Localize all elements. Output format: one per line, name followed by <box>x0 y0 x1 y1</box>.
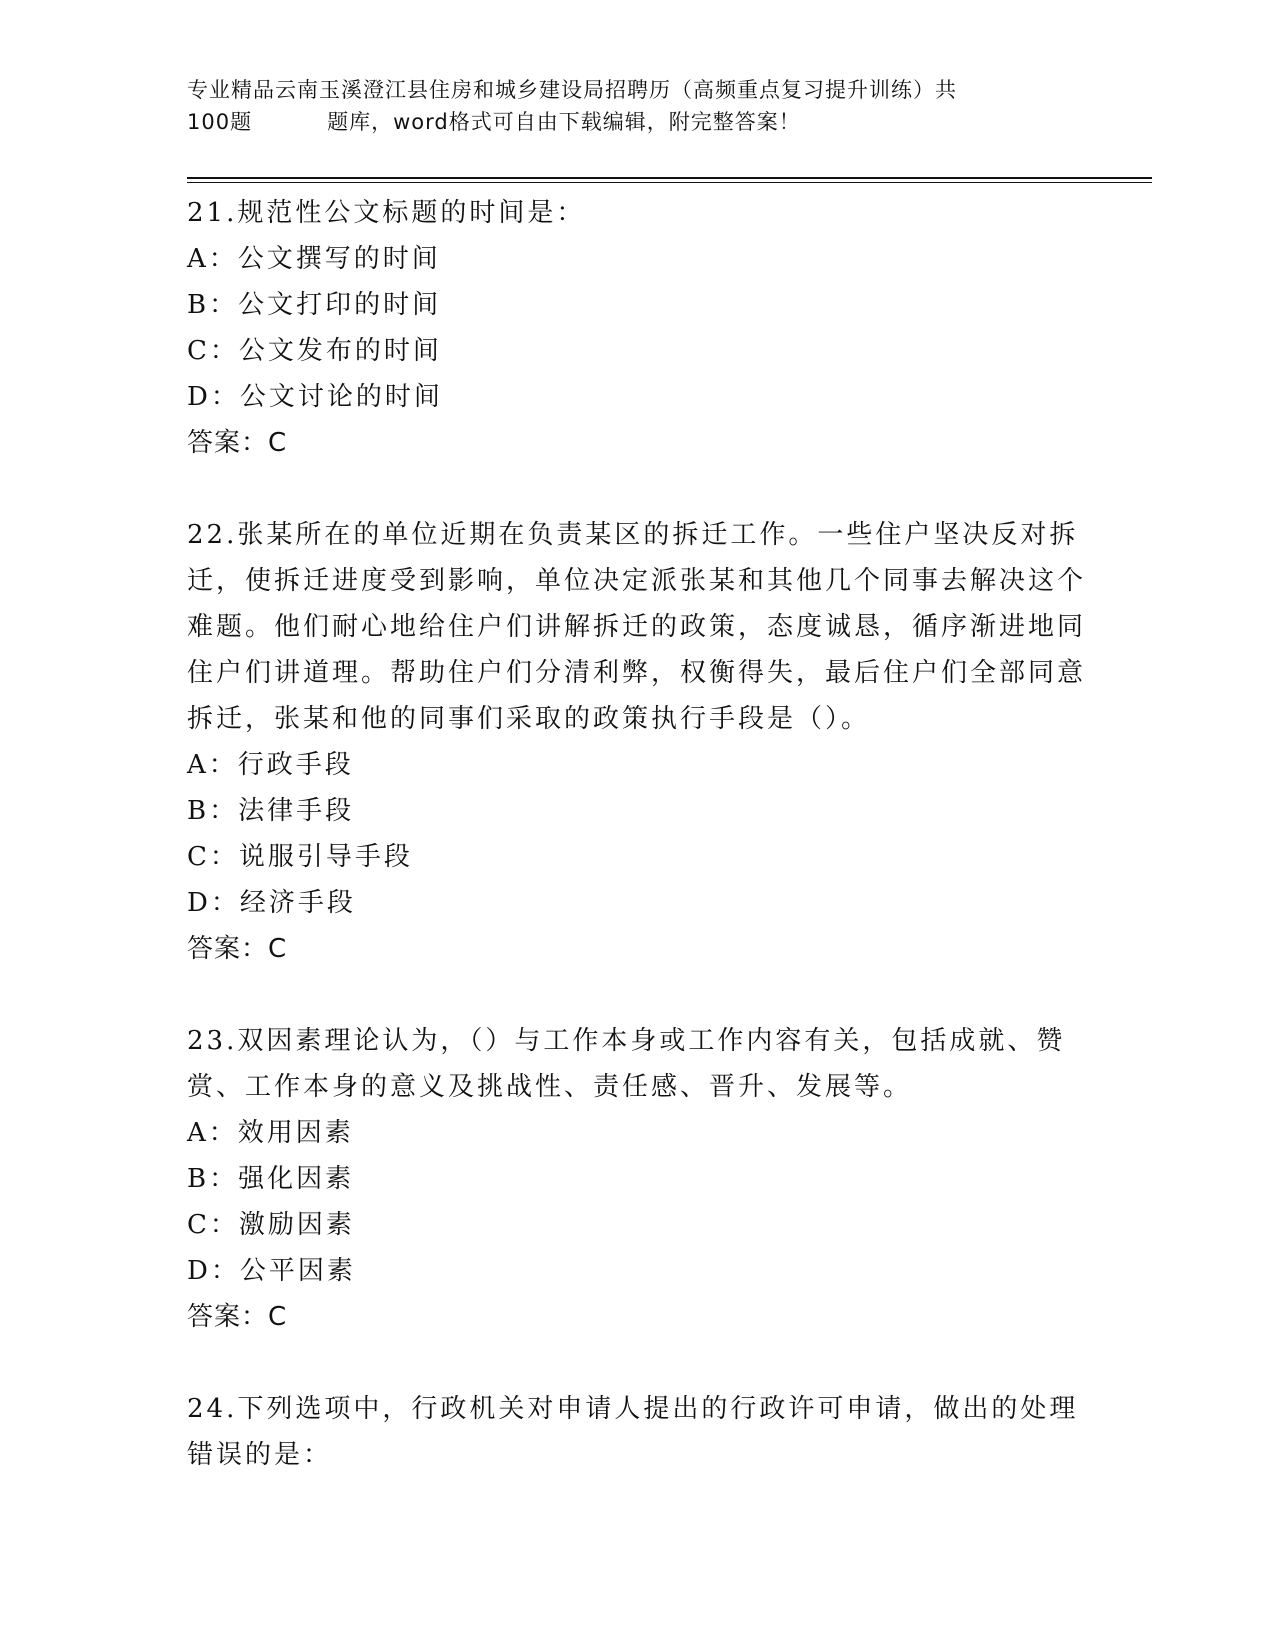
option-d: D：公文讨论的时间 <box>187 382 443 412</box>
answer-line: 答案：C <box>187 428 288 458</box>
header-line-1: 专业精品云南玉溪澄江县住房和城乡建设局招聘历（高频重点复习提升训练）共 <box>187 78 957 102</box>
option-c: C：激励因素 <box>187 1210 355 1240</box>
answer-line: 答案：C <box>187 1302 288 1332</box>
option-a: A：公文撰写的时间 <box>187 244 441 274</box>
question-stem: 22.张某所在的单位近期在负责某区的拆迁工作。一些住户坚决反对拆迁，使拆迁进度受到影响，单位决定派张某和其他几个同事去解决这个难题。他们耐心地给住户们讲解拆迁的政策，态度诚恳，循序渐进地同住户们讲道理。帮助住户们分清利弊，权衡得失，最后住户们全部同意拆迁，张某和他的同事们采取的政策执行手段是（）。 <box>187 520 1087 734</box>
option-c: C：说服引导手段 <box>187 842 413 872</box>
answer-line: 答案：C <box>187 934 288 964</box>
question-24 <box>187 1386 1087 1478</box>
option-d: D：公平因素 <box>187 1256 356 1286</box>
option-a: A：行政手段 <box>187 750 354 780</box>
question-spacer <box>187 466 1087 512</box>
option-a: A：效用因素 <box>187 1118 354 1148</box>
question-21 <box>187 190 1087 466</box>
header-divider-thin <box>187 182 1152 183</box>
question-22 <box>187 512 1087 972</box>
question-23 <box>187 1018 1087 1340</box>
header-divider-thick <box>187 177 1152 179</box>
question-spacer <box>187 972 1087 1018</box>
header-description: 题库，word格式可自由下载编辑，附完整答案！ <box>327 110 801 134</box>
question-stem: 21.规范性公文标题的时间是： <box>187 198 586 228</box>
option-b: B：强化因素 <box>187 1164 355 1194</box>
header-question-count: 100题 <box>187 110 253 134</box>
document-header <box>187 74 1077 138</box>
option-d: D：经济手段 <box>187 888 356 918</box>
question-spacer <box>187 1340 1087 1386</box>
option-b: B：公文打印的时间 <box>187 290 442 320</box>
option-b: B：法律手段 <box>187 796 355 826</box>
question-stem: 24.下列选项中，行政机关对申请人提出的行政许可申请，做出的处理错误的是： <box>187 1394 1079 1470</box>
question-stem: 23.双因素理论认为，（）与工作本身或工作内容有关，包括成就、赞赏、工作本身的意义及挑战性、责任感、晋升、发展等。 <box>187 1026 1066 1102</box>
question-list <box>187 190 1087 1478</box>
option-c: C：公文发布的时间 <box>187 336 442 366</box>
header-line-2 <box>187 106 1077 138</box>
